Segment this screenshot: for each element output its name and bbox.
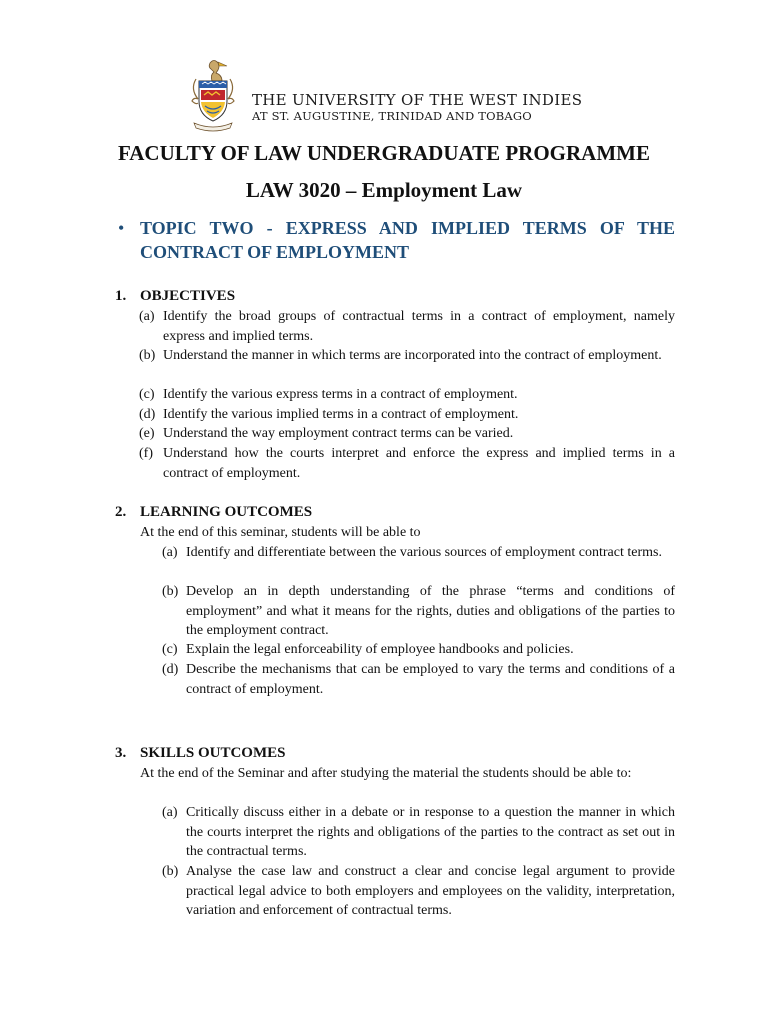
item-mark: (e)	[139, 426, 155, 441]
list-item	[162, 543, 675, 563]
topic-heading: TOPIC TWO - EXPRESS AND IMPLIED TERMS OF THE CONTRACT OF EMPLOYMENT	[140, 218, 675, 262]
item-text: Understand the way employment contract terms can be varied.	[163, 426, 514, 441]
item-text: Identify and differentiate between the various sources of employment contract terms.	[186, 545, 662, 560]
item-text: Critically discuss either in a debate or in response to a question the manner in which the courts interpret the rights and obligations of the parties to the contract as set out in the contractual terms.	[186, 805, 675, 859]
item-text: Understand the manner in which terms are incorporated into the contract of employment.	[163, 348, 662, 363]
topic-bullet: •	[118, 218, 125, 238]
list-item	[139, 444, 675, 483]
list-item	[139, 346, 675, 366]
item-mark: (a)	[162, 805, 178, 820]
item-mark: (b)	[162, 584, 179, 599]
section-number: 3.	[115, 745, 127, 761]
course-title: LAW 3020 – Employment Law	[245, 178, 523, 202]
item-text: Develop an in depth understanding of the phrase “terms and conditions of employment” and what it means for the rights, duties and obligations of the parties to the employment contract.	[186, 584, 675, 638]
item-mark: (c)	[162, 642, 178, 657]
list-item	[139, 405, 675, 425]
item-text: Identify the various express terms in a contract of employment.	[163, 387, 518, 402]
item-mark: (d)	[139, 407, 156, 422]
section-intro: At the end of the Seminar and after studying the material the students should be able to:	[140, 766, 632, 781]
item-text: Identify the broad groups of contractual terms in a contract of employment, namely express and implied terms.	[163, 309, 675, 344]
item-text: Analyse the case law and construct a clear and concise legal argument to provide practical legal advice to both employers and employees on the validity, interpretation, variation and enforcement of contractual terms.	[186, 864, 675, 918]
item-mark: (a)	[139, 309, 155, 324]
item-mark: (c)	[139, 387, 155, 402]
list-item	[162, 660, 675, 699]
section-number: 2.	[115, 504, 127, 520]
university-crest-icon	[188, 57, 238, 133]
list-item	[162, 803, 675, 862]
list-item	[139, 424, 675, 444]
item-text: Identify the various implied terms in a contract of employment.	[163, 407, 519, 422]
item-mark: (b)	[162, 864, 179, 879]
section-number: 1.	[115, 288, 127, 304]
list-item	[162, 862, 675, 921]
section-heading-skills-outcomes: SKILLS OUTCOMES	[140, 745, 286, 761]
list-item	[139, 385, 675, 405]
list-item	[139, 307, 675, 346]
item-text: Describe the mechanisms that can be employed to vary the terms and conditions of a contract of employment.	[186, 662, 675, 697]
section-intro: At the end of this seminar, students will be able to	[140, 525, 421, 540]
campus-name: AT ST. AUGUSTINE, TRINIDAD AND TOBAGO	[252, 109, 532, 123]
list-item	[162, 582, 675, 641]
item-mark: (a)	[162, 545, 178, 560]
list-item	[162, 640, 675, 660]
university-name: THE UNIVERSITY OF THE WEST INDIES	[252, 91, 583, 109]
item-mark: (f)	[139, 446, 153, 461]
section-heading-learning-outcomes: LEARNING OUTCOMES	[140, 504, 313, 520]
section-heading-objectives: OBJECTIVES	[140, 288, 236, 304]
faculty-title: FACULTY OF LAW UNDERGRADUATE PROGRAMME	[117, 141, 650, 165]
item-text: Understand how the courts interpret and enforce the express and implied terms in a contract of employment.	[163, 446, 675, 481]
item-mark: (b)	[139, 348, 156, 363]
item-mark: (d)	[162, 662, 179, 677]
item-text: Explain the legal enforceability of employee handbooks and policies.	[186, 642, 574, 657]
